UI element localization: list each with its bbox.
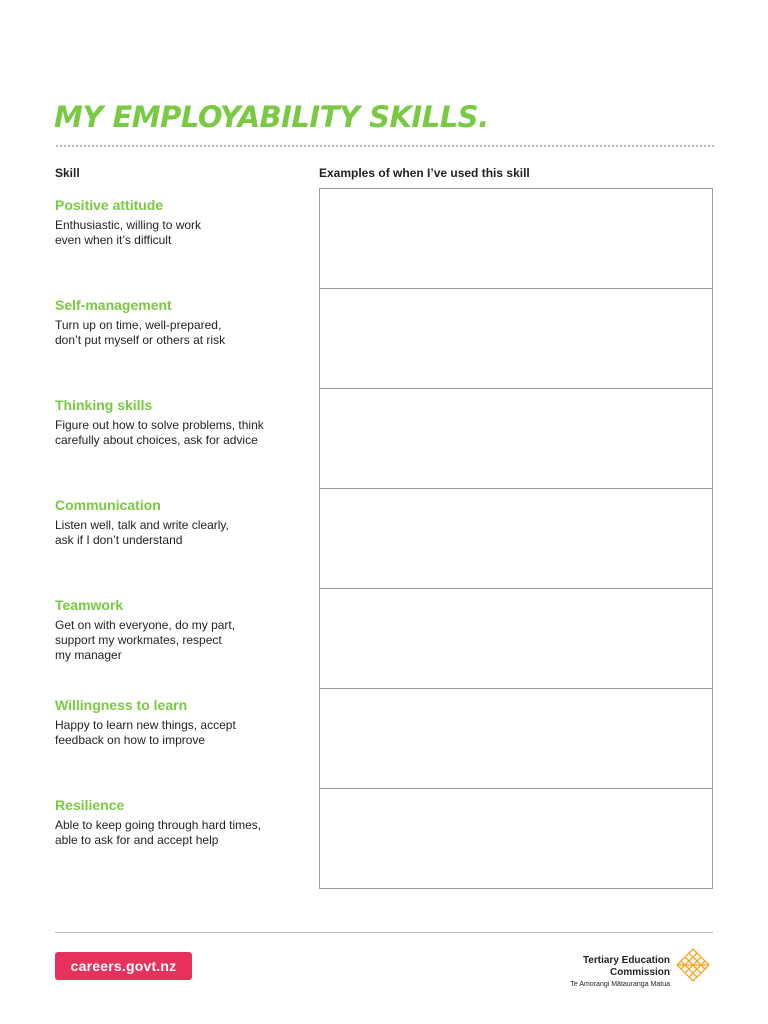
tec-wordmark — [570, 955, 670, 990]
skill-name: Willingness to learn — [55, 697, 188, 713]
skill-thinking-skills — [55, 397, 305, 448]
skill-description: Listen well, talk and write clearly, ask if I don’t understand — [55, 518, 229, 547]
skill-column-header: Skill — [55, 166, 80, 180]
skill-description: Turn up on time, well-prepared, don’t put myself or others at risk — [55, 318, 226, 347]
skill-description: Get on with everyone, do my part, support my workmates, respect my manager — [55, 618, 236, 662]
skill-communication — [55, 497, 305, 548]
page-title: MY EMPLOYABILITY SKILLS. — [54, 100, 489, 134]
skill-description: Happy to learn new things, accept feedback on how to improve — [55, 718, 236, 747]
examples-column-header: Examples of when I’ve used this skill — [319, 166, 530, 180]
example-box-positive-attitude[interactable] — [320, 189, 712, 289]
careers-link[interactable]: careers.govt.nz — [55, 952, 192, 980]
example-box-self-management[interactable] — [320, 289, 712, 389]
example-box-resilience[interactable] — [320, 789, 712, 888]
footer-divider — [55, 932, 713, 933]
skill-willingness-to-learn — [55, 697, 305, 748]
skill-name: Teamwork — [55, 597, 124, 613]
skill-description: Enthusiastic, willing to work even when it’s difficult — [55, 218, 202, 247]
dotted-divider — [56, 145, 714, 147]
skill-name: Resilience — [55, 797, 125, 813]
skill-resilience — [55, 797, 305, 848]
example-box-teamwork[interactable] — [320, 589, 712, 689]
tec-lattice-logo-icon — [676, 948, 710, 982]
org-name: Tertiary Education Commission — [582, 955, 670, 978]
skill-positive-attitude — [55, 197, 305, 248]
skill-teamwork — [55, 597, 305, 663]
skill-self-management — [55, 297, 305, 348]
skill-name: Thinking skills — [55, 397, 153, 413]
skill-description: Able to keep going through hard times, able to ask for and accept help — [55, 818, 262, 847]
example-box-communication[interactable] — [320, 489, 712, 589]
example-box-willingness-to-learn[interactable] — [320, 689, 712, 789]
skill-description: Figure out how to solve problems, think carefully about choices, ask for advice — [55, 418, 264, 447]
example-box-thinking-skills[interactable] — [320, 389, 712, 489]
skill-name: Positive attitude — [55, 197, 164, 213]
examples-box-column — [319, 188, 713, 889]
org-maori-name: Te Amorangi Mātauranga Matua — [570, 981, 670, 988]
skill-name: Self-management — [55, 297, 172, 313]
skill-name: Communication — [55, 497, 161, 513]
